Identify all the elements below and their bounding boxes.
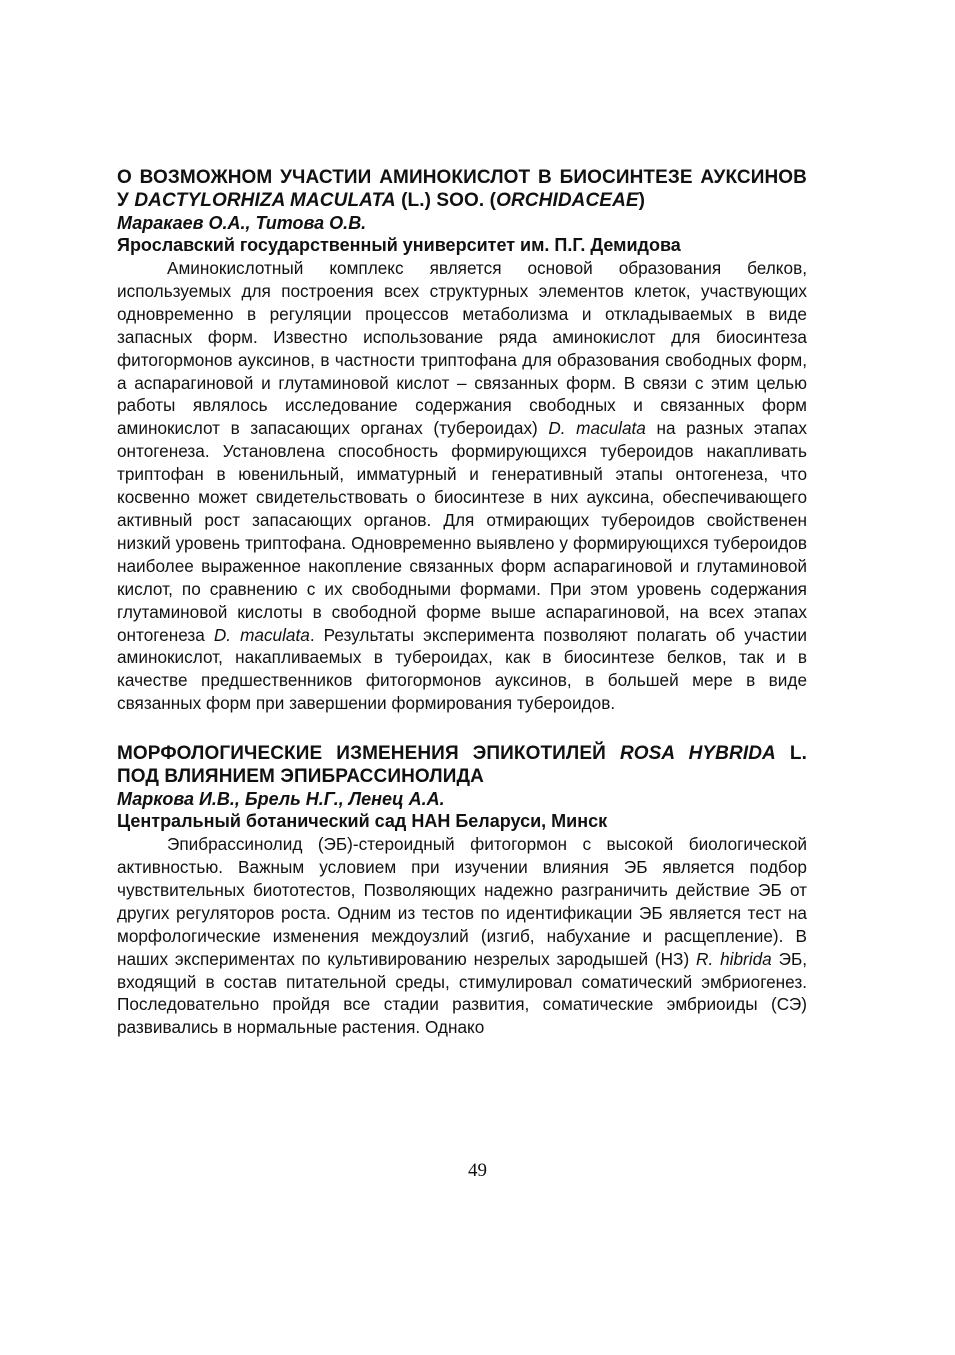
article-2-body (117, 833, 807, 1039)
title-text: L. ПОД ВЛИЯНИЕМ ЭПИБРАССИНОЛИДА (117, 743, 807, 788)
article-1-affiliation: Ярославский государственный университет им. П.Г. Демидова (117, 235, 681, 255)
title-family: ORCHIDACEAE (496, 190, 639, 211)
body-text: . Результаты эксперимента позволяют полагать об участии аминокислот, накапливаемых в тубероидах, как в биосинтезе белков, так и в качестве предшественников фитогормонов ауксинов, в большей мере в виде связанных форм при завершении формирования тубероидов. (117, 624, 807, 714)
article-2-authors: Маркова И.В., Брель Н.Г., Ленец А.А. (117, 789, 445, 810)
article-2 (117, 742, 807, 1039)
body-text: на разных этапах онтогенеза. Установлена способность формирующихся тубероидов накапливать триптофан в ювенильный, имматурный и генеративный этапы онтогенеза, что косвенно может свидетельствовать о биосинтезе в них ауксина, обеспечивающего активный рост запасающих органов. Для отмирающих тубероидов свойственен низкий уровень триптофана. Одновременно выявлено у формирующихся тубероидов наиболее выраженное накопление связанных форм аспарагиновой и глутаминовой кислот, по сравнению с их свободными формами. При этом уровень содержания глутаминовой кислоты в свободной форме выше аспарагиновой, на всех этапах онтогенеза (117, 418, 807, 645)
title-species: DACTYLORHIZA MACULATA (134, 190, 396, 211)
title-text: МОРФОЛОГИЧЕСКИЕ ИЗМЕНЕНИЯ ЭПИКОТИЛЕЙ (117, 743, 620, 765)
body-text: Аминокислотный комплекс является основой образования белков, используемых для построения всех структурных элементов клеток, участвующих одновременно в регуляции процессов метаболизма и откладываемых в виде запасных форм. Известно использование ряда аминокислот для биосинтеза фитогормонов ауксинов, в частности триптофана для образования свободных форм, а аспарагиновой и глутаминовой кислот – связанных форм. В связи с этим целью работы являлось исследование содержания свободных и связанных форм аминокислот в запасающих органах (тубероидах) (117, 258, 807, 439)
text-column (117, 166, 807, 1039)
body-species: R. hibrida (696, 948, 772, 969)
section-spacer (117, 715, 807, 742)
body-text: ЭБ, входящий в состав питательной среды, стимулировал соматический эмбриогенез. Последовательно пройдя все стадии развития, соматические эмбриоиды (СЭ) развивались в нормальные растения. Однако (117, 948, 808, 1038)
article-1-title (117, 166, 807, 212)
title-text: ) (638, 190, 646, 211)
title-species: ROSA HYBRIDA (619, 743, 776, 765)
article-2-affiliation: Центральный ботанический сад НАН Беларуси, Минск (117, 811, 608, 832)
article-1-body (117, 257, 807, 715)
article-2-title (117, 742, 807, 788)
article-1-authors: Маракаев О.А., Титова О.В. (117, 213, 367, 233)
body-species: D. maculata (548, 418, 646, 439)
body-text: Эпибрассинолид (ЭБ)-стероидный фитогормон с высокой биологической активностью. Важным условием при изучении влияния ЭБ является подбор чувствительных биототестов, Позволяющих надежно разграничить действие ЭБ от других регуляторов роста. Одним из тестов по идентификации ЭБ является тест на морфологические изменения междоузлий (изгиб, набухание и расщепление). В наших экспериментах по культивированию незрелых зародышей (НЗ) (117, 834, 807, 969)
body-species: D. maculata (213, 624, 310, 645)
page-number: 49 (468, 1160, 487, 1181)
title-text: (L.) SOO. ( (395, 190, 497, 211)
article-1 (117, 166, 807, 715)
title-text: О ВОЗМОЖНОМ УЧАСТИИ АМИНОКИСЛОТ В БИОСИНТЕЗЕ АУКСИНОВ У (117, 167, 807, 211)
